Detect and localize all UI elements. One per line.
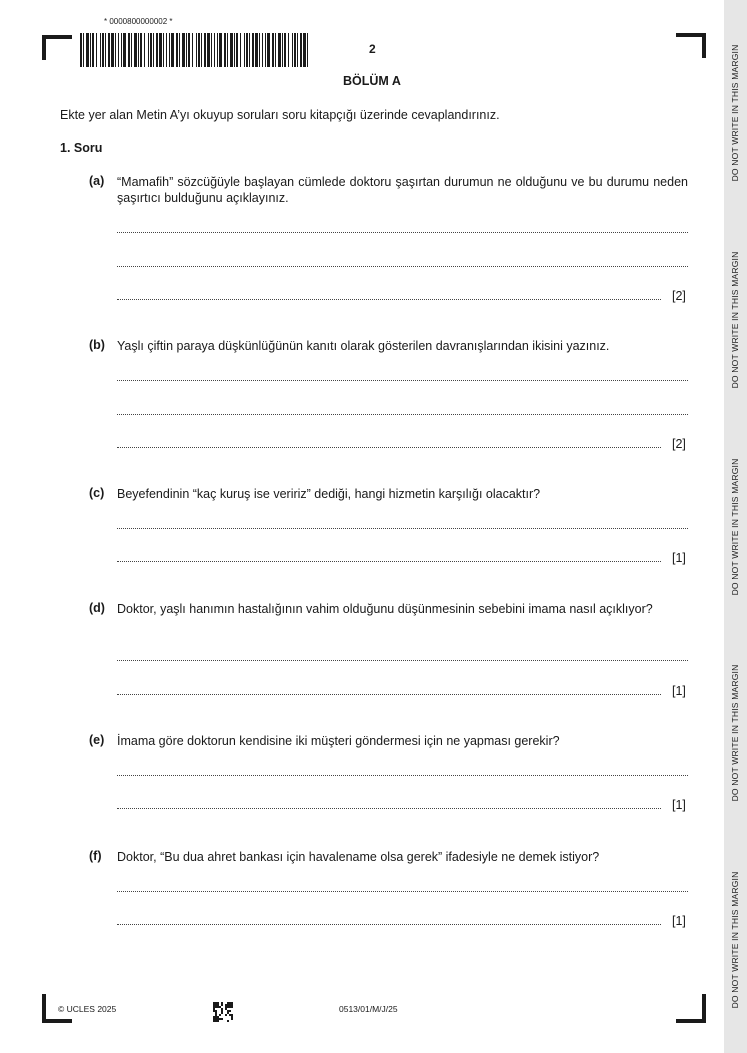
barcode-bar [255,33,258,67]
barcode-bar [182,33,185,67]
qr-code [213,1002,233,1022]
paper-code: 0513/01/M/J/25 [339,1004,398,1014]
qr-cell [217,1016,219,1018]
barcode-bar [166,33,167,67]
qr-cell [225,1006,227,1008]
barcode-bar [150,33,152,67]
qr-cell [229,1014,231,1016]
barcode-bar [278,33,281,67]
qr-cell [221,1010,223,1012]
instructions: Ekte yer alan Metin A’yı okuyup soruları soru kitapçığı üzerinde cevaplandırınız. [60,108,500,122]
barcode-bar [211,33,212,67]
barcode-bar [224,33,226,67]
qr-cell [225,1008,227,1010]
qr-cell [231,1018,233,1020]
barcode-bar [128,33,130,67]
barcode-bar [272,33,274,67]
qr-cell [231,1004,233,1006]
qr-cell [213,1010,215,1012]
question-heading: 1. Soru [60,141,103,155]
qr-cell [227,1020,229,1022]
barcode-bar [234,33,235,67]
barcode-bar [265,33,266,67]
barcode-bar [196,33,197,67]
barcode-bar [131,33,132,67]
barcode-bar [86,33,89,67]
answer-line[interactable] [117,660,688,661]
qr-cell [213,1002,215,1004]
question-e-marks: [1] [672,798,686,812]
barcode-bar [275,33,276,67]
qr-cell [215,1012,217,1014]
barcode-bar [140,33,142,67]
barcode-bar [204,33,206,67]
corner-mark-bottom-left-v [42,994,46,1023]
answer-line[interactable] [117,808,661,809]
qr-cell [213,1020,215,1022]
barcode-bar [96,33,97,67]
qr-cell [221,1004,223,1006]
barcode-bar [198,33,200,67]
answer-line[interactable] [117,528,688,529]
qr-cell [221,1008,223,1010]
barcode-bar [292,33,293,67]
question-d-text: Doktor, yaşlı hanımın hastalığının vahim olduğunu düşünmesinin sebebini imama nasıl açıklıyor? [117,602,653,616]
qr-cell [219,1018,221,1020]
qr-cell [231,1006,233,1008]
barcode-bar [217,33,218,67]
question-e-letter: (e) [89,733,105,747]
qr-cell [221,1002,223,1004]
barcode-bar [153,33,154,67]
answer-line[interactable] [117,561,661,562]
question-f-marks: [1] [672,914,686,928]
question-d-marks: [1] [672,684,686,698]
question-b-marks: [2] [672,437,686,451]
barcode-bar [192,33,193,67]
qr-cell [215,1004,217,1006]
section-title: BÖLÜM A [343,74,401,88]
barcode-bar [282,33,283,67]
barcode-bar [163,33,164,67]
answer-line[interactable] [117,891,688,892]
barcode-bar [307,33,308,67]
qr-cell [227,1006,229,1008]
qr-cell [219,1014,221,1016]
barcode-bar [214,33,215,67]
question-b-text: Yaşlı çiftin paraya düşkünlüğünün kanıtı olarak gösterilen davranışlarından ikisini yazınız. [117,339,610,353]
qr-cell [229,1002,231,1004]
barcode-bar [102,33,104,67]
barcode-bar [303,33,306,67]
barcode-bar [267,33,270,67]
qr-cell [215,1014,217,1016]
barcode-bar [144,33,145,67]
question-a-letter: (a) [89,174,105,188]
barcode-bar [236,33,238,67]
barcode-bar [111,33,114,67]
barcode-bar [297,33,298,67]
question-a-marks: [2] [672,289,686,303]
barcode-bar [115,33,116,67]
barcode-bar [186,33,187,67]
barcode-image [80,33,308,67]
qr-cell [213,1006,215,1008]
barcode-bar [179,33,180,67]
qr-cell [217,1002,219,1004]
barcode-bar [230,33,233,67]
answer-line[interactable] [117,299,661,300]
qr-cell [225,1014,227,1016]
qr-cell [229,1004,231,1006]
answer-line[interactable] [117,232,688,233]
barcode-number: * 0000800000002 * [104,17,173,26]
barcode-bar [92,33,94,67]
question-a-text: “Mamafih” sözcüğüyle başlayan cümlede doktoru şaşırtan durumun ne olduğunu ve bu durumu neden şaşırtıcı bulduğunu açıklayınız. [117,175,688,205]
answer-line[interactable] [117,447,661,448]
barcode-bar [249,33,250,67]
barcode-bar [201,33,202,67]
qr-cell [213,1008,215,1010]
barcode-bar [227,33,228,67]
question-e-text: İmama göre doktorun kendisine iki müşteri göndermesi için ne yapması gerekir? [117,734,560,748]
barcode-bar [123,33,126,67]
qr-cell [231,1016,233,1018]
question-c-text: Beyefendinin “kaç kuruş ise veririz” dediği, hangi hizmetin karşılığı olacaktır? [117,487,541,501]
corner-mark-top-left-h [42,35,72,39]
answer-line[interactable] [117,414,688,415]
qr-cell [217,1020,219,1022]
qr-cell [221,1018,223,1020]
qr-cell [217,1004,219,1006]
barcode-bar [134,33,137,67]
barcode-bar [284,33,286,67]
barcode-bar [90,33,91,67]
barcode-bar [171,33,174,67]
qr-cell [215,1020,217,1022]
barcode-bar [176,33,178,67]
barcode-bar [108,33,110,67]
barcode-bar [219,33,222,67]
qr-cell [219,1006,221,1008]
barcode-bar [100,33,101,67]
question-b-letter: (b) [89,338,105,352]
question-f-text: Doktor, “Bu dua ahret bankası için havalename olsa gerek” ifadesiyle ne demek istiyor? [117,850,600,864]
copyright: © UCLES 2025 [58,1004,117,1014]
answer-line[interactable] [117,266,688,267]
barcode-bar [148,33,149,67]
qr-cell [213,1018,215,1020]
qr-cell [227,1010,229,1012]
barcode-bar [240,33,241,67]
qr-cell [231,1002,233,1004]
barcode-bar [259,33,260,67]
qr-cell [221,1012,223,1014]
barcode-bar [300,33,302,67]
corner-mark-top-left-v [42,35,46,60]
corner-mark-bottom-right-v [702,994,706,1023]
barcode-bar [169,33,170,67]
qr-cell [217,1018,219,1020]
qr-cell [229,1010,231,1012]
barcode-bar [188,33,190,67]
qr-cell [231,1014,233,1016]
question-f-letter: (f) [89,849,102,863]
qr-cell [229,1006,231,1008]
qr-cell [213,1016,215,1018]
answer-line[interactable] [117,924,661,925]
qr-cell [215,1016,217,1018]
barcode-bar [262,33,263,67]
barcode-bar [252,33,254,67]
barcode-bar [83,33,84,67]
barcode-bar [156,33,158,67]
question-c-letter: (c) [89,486,105,500]
question-d-letter: (d) [89,601,105,615]
barcode-bar [246,33,248,67]
qr-cell [225,1004,227,1006]
barcode-bar [159,33,162,67]
barcode-bar [105,33,106,67]
barcode-bar [294,33,296,67]
barcode-bar [288,33,289,67]
corner-mark-top-right-v [702,33,706,58]
qr-cell [215,1018,217,1020]
barcode-bar [207,33,210,67]
answer-line[interactable] [117,775,688,776]
barcode-bar [138,33,139,67]
qr-cell [215,1010,217,1012]
barcode-bar [121,33,122,67]
qr-cell [227,1002,229,1004]
page-number: 2 [369,42,376,56]
qr-cell [215,1002,217,1004]
qr-cell [213,1004,215,1006]
answer-line[interactable] [117,694,661,695]
barcode-bar [118,33,119,67]
qr-cell [227,1004,229,1006]
question-c-marks: [1] [672,551,686,565]
barcode-bar [244,33,245,67]
barcode-bar [80,33,82,67]
answer-line[interactable] [117,380,688,381]
qr-cell [227,1012,229,1014]
qr-cell [217,1006,219,1008]
qr-cell [215,1006,217,1008]
corner-mark-bottom-left-h [42,1019,72,1023]
